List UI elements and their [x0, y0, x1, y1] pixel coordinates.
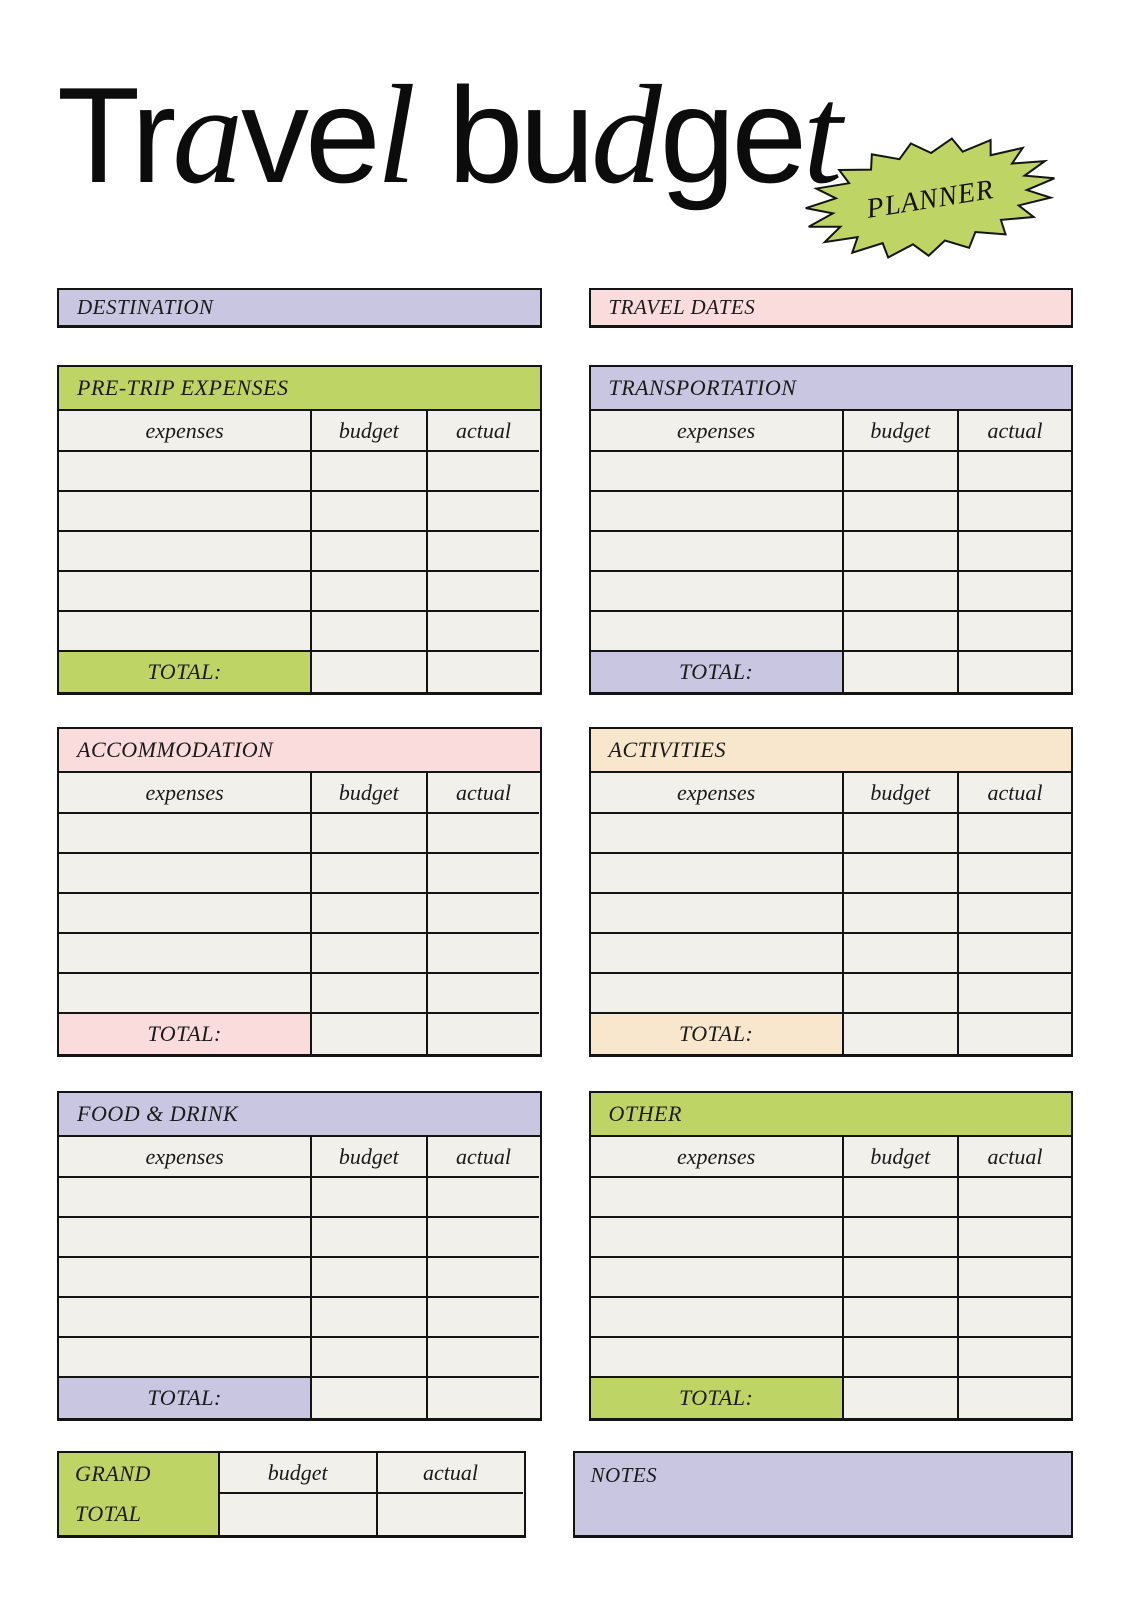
grand-total-word-2: TOTAL	[75, 1501, 142, 1526]
actual-cell[interactable]	[959, 814, 1071, 854]
budget-cell[interactable]	[844, 934, 959, 974]
expense-name-cell[interactable]	[591, 612, 844, 652]
actual-cell[interactable]	[959, 1338, 1071, 1378]
travel-dates-field[interactable]	[589, 288, 1074, 328]
actual-cell[interactable]	[959, 452, 1071, 492]
column-header-expenses: expenses	[59, 773, 312, 814]
budget-cell[interactable]	[312, 572, 427, 612]
actual-cell[interactable]	[428, 532, 540, 572]
actual-cell[interactable]	[959, 1298, 1071, 1338]
column-header-budget: budget	[844, 411, 959, 452]
expense-name-cell[interactable]	[591, 974, 844, 1014]
column-header-budget: budget	[312, 773, 427, 814]
column-header-budget: budget	[312, 411, 427, 452]
notes-label: NOTES	[590, 1463, 658, 1487]
expense-name-cell[interactable]	[591, 814, 844, 854]
actual-cell[interactable]	[428, 572, 540, 612]
actual-cell[interactable]	[428, 452, 540, 492]
section-other	[589, 1091, 1074, 1421]
budget-cell[interactable]	[312, 1338, 427, 1378]
budget-cell[interactable]	[844, 974, 959, 1014]
column-header-expenses: expenses	[591, 773, 844, 814]
expense-name-cell[interactable]	[591, 1338, 844, 1378]
expense-name-cell[interactable]	[59, 854, 312, 894]
actual-cell[interactable]	[959, 572, 1071, 612]
column-header-budget: budget	[312, 1137, 427, 1178]
budget-cell[interactable]	[312, 452, 427, 492]
expense-table	[591, 1137, 1072, 1418]
actual-cell[interactable]	[959, 1258, 1071, 1298]
actual-cell[interactable]	[428, 1258, 540, 1298]
actual-cell[interactable]	[428, 1218, 540, 1258]
budget-cell[interactable]	[312, 1178, 427, 1218]
actual-cell[interactable]	[428, 1338, 540, 1378]
budget-cell[interactable]	[844, 612, 959, 652]
total-actual-cell[interactable]	[959, 1378, 1071, 1418]
section-accommodation	[57, 727, 542, 1057]
destination-label: DESTINATION	[77, 295, 214, 319]
expense-name-cell[interactable]	[59, 1178, 312, 1218]
expense-name-cell[interactable]	[591, 532, 844, 572]
budget-cell[interactable]	[844, 1298, 959, 1338]
budget-cell[interactable]	[312, 1258, 427, 1298]
expense-name-cell[interactable]	[59, 492, 312, 532]
expense-table	[59, 411, 540, 692]
expense-name-cell[interactable]	[591, 854, 844, 894]
expense-name-cell[interactable]	[591, 1298, 844, 1338]
total-actual-cell[interactable]	[959, 1014, 1071, 1054]
section-title: OTHER	[608, 1101, 682, 1126]
actual-cell[interactable]	[959, 1218, 1071, 1258]
total-label: TOTAL:	[59, 1014, 312, 1054]
actual-cell[interactable]	[428, 1298, 540, 1338]
actual-cell[interactable]	[428, 894, 540, 934]
section-header	[59, 729, 540, 773]
total-label: TOTAL:	[59, 1378, 312, 1418]
column-header-actual: actual	[428, 773, 540, 814]
budget-cell[interactable]	[844, 1178, 959, 1218]
actual-cell[interactable]	[959, 974, 1071, 1014]
column-header-expenses: expenses	[59, 1137, 312, 1178]
actual-cell[interactable]	[428, 492, 540, 532]
expense-name-cell[interactable]	[591, 452, 844, 492]
total-label: TOTAL:	[591, 1378, 844, 1418]
budget-cell[interactable]	[844, 894, 959, 934]
budget-cell[interactable]	[844, 1338, 959, 1378]
total-actual-cell[interactable]	[959, 652, 1071, 692]
section-header	[591, 1093, 1072, 1137]
section-title: PRE-TRIP EXPENSES	[77, 375, 289, 400]
expense-name-cell[interactable]	[591, 1218, 844, 1258]
expense-name-cell[interactable]	[59, 1218, 312, 1258]
grand-actual-header: actual	[378, 1453, 524, 1494]
expense-name-cell[interactable]	[591, 572, 844, 612]
masthead	[0, 0, 1131, 240]
total-budget-cell[interactable]	[844, 652, 959, 692]
actual-cell[interactable]	[959, 492, 1071, 532]
budget-cell[interactable]	[312, 612, 427, 652]
section-food-drink	[57, 1091, 542, 1421]
actual-cell[interactable]	[959, 612, 1071, 652]
actual-cell[interactable]	[959, 1178, 1071, 1218]
expense-name-cell[interactable]	[59, 452, 312, 492]
expense-name-cell[interactable]	[59, 974, 312, 1014]
actual-cell[interactable]	[959, 934, 1071, 974]
total-label: TOTAL:	[591, 652, 844, 692]
tables-row-3	[57, 1091, 1073, 1421]
section-title: ACTIVITIES	[608, 737, 726, 762]
actual-cell[interactable]	[428, 934, 540, 974]
expense-name-cell[interactable]	[591, 934, 844, 974]
budget-cell[interactable]	[844, 814, 959, 854]
budget-cell[interactable]	[312, 532, 427, 572]
budget-cell[interactable]	[312, 814, 427, 854]
expense-table	[591, 411, 1072, 692]
grand-total-label	[59, 1453, 220, 1535]
total-actual-cell[interactable]	[428, 1378, 540, 1418]
expense-name-cell[interactable]	[59, 612, 312, 652]
section-activities	[589, 727, 1074, 1057]
bottom-row	[57, 1451, 1073, 1538]
grand-total-table	[57, 1451, 526, 1538]
tables-row-1	[57, 365, 1073, 695]
section-pre-trip-expenses	[57, 365, 542, 695]
total-budget-cell[interactable]	[312, 1014, 427, 1054]
section-title: FOOD & DRINK	[77, 1101, 239, 1126]
budget-cell[interactable]	[312, 894, 427, 934]
section-header	[59, 1093, 540, 1137]
budget-cell[interactable]	[844, 1258, 959, 1298]
budget-cell[interactable]	[844, 532, 959, 572]
expense-name-cell[interactable]	[591, 894, 844, 934]
budget-cell[interactable]	[844, 452, 959, 492]
budget-cell[interactable]	[312, 1298, 427, 1338]
expense-name-cell[interactable]	[59, 894, 312, 934]
column-header-budget: budget	[844, 1137, 959, 1178]
section-header	[59, 367, 540, 411]
budget-cell[interactable]	[312, 974, 427, 1014]
budget-cell[interactable]	[844, 492, 959, 532]
column-header-actual: actual	[959, 411, 1071, 452]
actual-cell[interactable]	[959, 532, 1071, 572]
expense-name-cell[interactable]	[59, 572, 312, 612]
column-header-expenses: expenses	[591, 1137, 844, 1178]
tables-row-2	[57, 727, 1073, 1057]
budget-cell[interactable]	[844, 854, 959, 894]
grand-actual-cell[interactable]	[378, 1494, 524, 1535]
actual-cell[interactable]	[428, 612, 540, 652]
travel-dates-label: TRAVEL DATES	[608, 295, 756, 319]
actual-cell[interactable]	[428, 854, 540, 894]
expense-name-cell[interactable]	[59, 1258, 312, 1298]
column-header-actual: actual	[959, 1137, 1071, 1178]
expense-table	[59, 1137, 540, 1418]
budget-cell[interactable]	[844, 572, 959, 612]
budget-cell[interactable]	[312, 934, 427, 974]
actual-cell[interactable]	[428, 974, 540, 1014]
section-title: TRANSPORTATION	[608, 375, 797, 400]
column-header-actual: actual	[428, 411, 540, 452]
page-title: Travel budget	[57, 56, 841, 213]
actual-cell[interactable]	[959, 894, 1071, 934]
total-actual-cell[interactable]	[428, 1014, 540, 1054]
section-title: ACCOMMODATION	[77, 737, 274, 762]
expense-name-cell[interactable]	[59, 1338, 312, 1378]
grand-budget-header: budget	[220, 1453, 378, 1494]
total-actual-cell[interactable]	[428, 652, 540, 692]
expense-name-cell[interactable]	[591, 1178, 844, 1218]
budget-cell[interactable]	[312, 492, 427, 532]
grand-budget-cell[interactable]	[220, 1494, 378, 1535]
total-label: TOTAL:	[591, 1014, 844, 1054]
expense-name-cell[interactable]	[59, 532, 312, 572]
expense-table	[591, 773, 1072, 1054]
expense-name-cell[interactable]	[59, 934, 312, 974]
expense-name-cell[interactable]	[591, 492, 844, 532]
fields-row	[57, 288, 1073, 328]
budget-cell[interactable]	[844, 1218, 959, 1258]
actual-cell[interactable]	[959, 854, 1071, 894]
total-budget-cell[interactable]	[312, 652, 427, 692]
expense-name-cell[interactable]	[59, 814, 312, 854]
section-header	[591, 367, 1072, 411]
column-header-expenses: expenses	[59, 411, 312, 452]
section-transportation	[589, 365, 1074, 695]
destination-field[interactable]	[57, 288, 542, 328]
actual-cell[interactable]	[428, 814, 540, 854]
actual-cell[interactable]	[428, 1178, 540, 1218]
total-label: TOTAL:	[59, 652, 312, 692]
column-header-actual: actual	[959, 773, 1071, 814]
total-budget-cell[interactable]	[844, 1378, 959, 1418]
expense-name-cell[interactable]	[59, 1298, 312, 1338]
column-header-expenses: expenses	[591, 411, 844, 452]
grand-total-word-1: GRAND	[75, 1461, 151, 1486]
budget-cell[interactable]	[312, 1218, 427, 1258]
column-header-actual: actual	[428, 1137, 540, 1178]
expense-table	[59, 773, 540, 1054]
expense-name-cell[interactable]	[591, 1258, 844, 1298]
total-budget-cell[interactable]	[844, 1014, 959, 1054]
total-budget-cell[interactable]	[312, 1378, 427, 1418]
notes-field[interactable]	[573, 1451, 1074, 1538]
planner-badge-label: PLANNER	[864, 174, 997, 225]
column-header-budget: budget	[844, 773, 959, 814]
budget-cell[interactable]	[312, 854, 427, 894]
section-header	[591, 729, 1072, 773]
